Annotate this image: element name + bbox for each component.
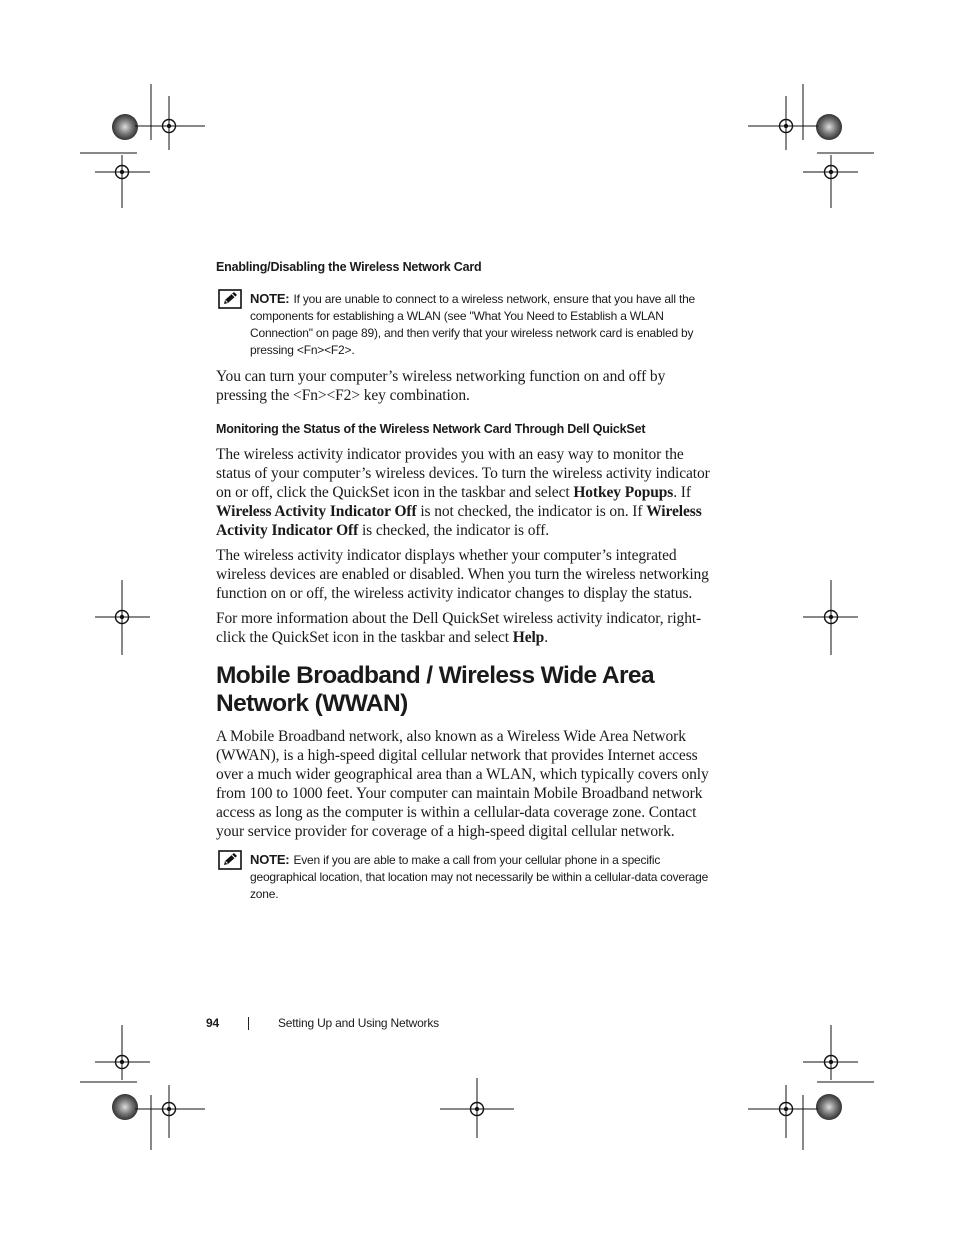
note-text: Even if you are able to make a call from your cellular phone in a specific geographical location, that location may not necessarily be within a cellular-data coverage zone. (250, 853, 709, 901)
text-run: is not checked, the indicator is on. If (416, 503, 647, 520)
text-run: The wireless activity indicator provides you with an easy way to monitor the status of your computer’s wireless devices. To turn the wireless activity indicator on or off, click the QuickSet icon in the taskbar and select (216, 446, 710, 501)
starburst-mark (112, 114, 138, 140)
ui-term-wireless-activity-indicator-off: Wireless Activity Indicator Off (216, 503, 702, 539)
body-paragraph: The wireless activity indicator displays whether your computer’s integrated wireless devices are enabled or disabled. When you turn the wireless networking function on or off, the wireless activity indicator changes to display the status. (216, 547, 709, 602)
starburst-mark (816, 1094, 842, 1120)
heading-line: Mobile Broadband / Wireless Wide Area (216, 662, 654, 689)
text-run: . If (673, 484, 691, 501)
note-pencil-icon (218, 289, 242, 309)
note-pencil-icon (218, 850, 242, 870)
note-text: If you are unable to connect to a wireless network, ensure that you have all the components for establishing a WLAN (see "What You Need to Establish a WLAN Connection" on page 89), and then verify that your wireless network card is enabled by pressing <Fn><F2>. (250, 292, 696, 357)
note-label: NOTE: (250, 291, 290, 306)
text-run: For more information about the Dell QuickSet wireless activity indicator, right-click the QuickSet icon in the taskbar and select (216, 610, 702, 646)
page-content (216, 258, 716, 903)
text-run: . (544, 629, 548, 646)
footer-separator (248, 1017, 249, 1030)
body-paragraph: You can turn your computer’s wireless networking function on and off by pressing the <Fn><F2> key combination. (216, 368, 666, 404)
chapter-heading-mobile-broadband (216, 662, 716, 718)
starburst-mark (816, 114, 842, 140)
note-label: NOTE: (250, 852, 290, 867)
page-number: 94 (206, 1016, 219, 1030)
starburst-mark (112, 1094, 138, 1120)
running-title: Setting Up and Using Networks (278, 1016, 439, 1030)
ui-term-hotkey-popups: Hotkey Popups (573, 484, 674, 501)
body-paragraph (216, 445, 716, 540)
section-heading-monitoring: Monitoring the Status of the Wireless Network Card Through Dell QuickSet (216, 422, 646, 436)
note-block (216, 851, 716, 903)
section-heading-enable-disable: Enabling/Disabling the Wireless Network Card (216, 260, 482, 274)
ui-term-help: Help (512, 629, 545, 646)
heading-line: Network (WWAN) (216, 690, 408, 717)
body-paragraph: A Mobile Broadband network, also known as a Wireless Wide Area Network (WWAN), is a high-speed digital cellular network that provides Internet access over a much wider geographical area than a WLAN, which typically covers only from 100 to 1000 feet. Your computer can maintain Mobile Broadband network access as long as the computer is within a cellular-data coverage zone. Contact your service provider for coverage of a high-speed digital cellular network. (216, 728, 709, 840)
body-paragraph (216, 609, 716, 647)
note-block (216, 290, 716, 359)
text-run: is checked, the indicator is off. (358, 522, 550, 539)
ui-term-wireless-activity-indicator-off: Wireless Activity Indicator Off (216, 503, 417, 520)
